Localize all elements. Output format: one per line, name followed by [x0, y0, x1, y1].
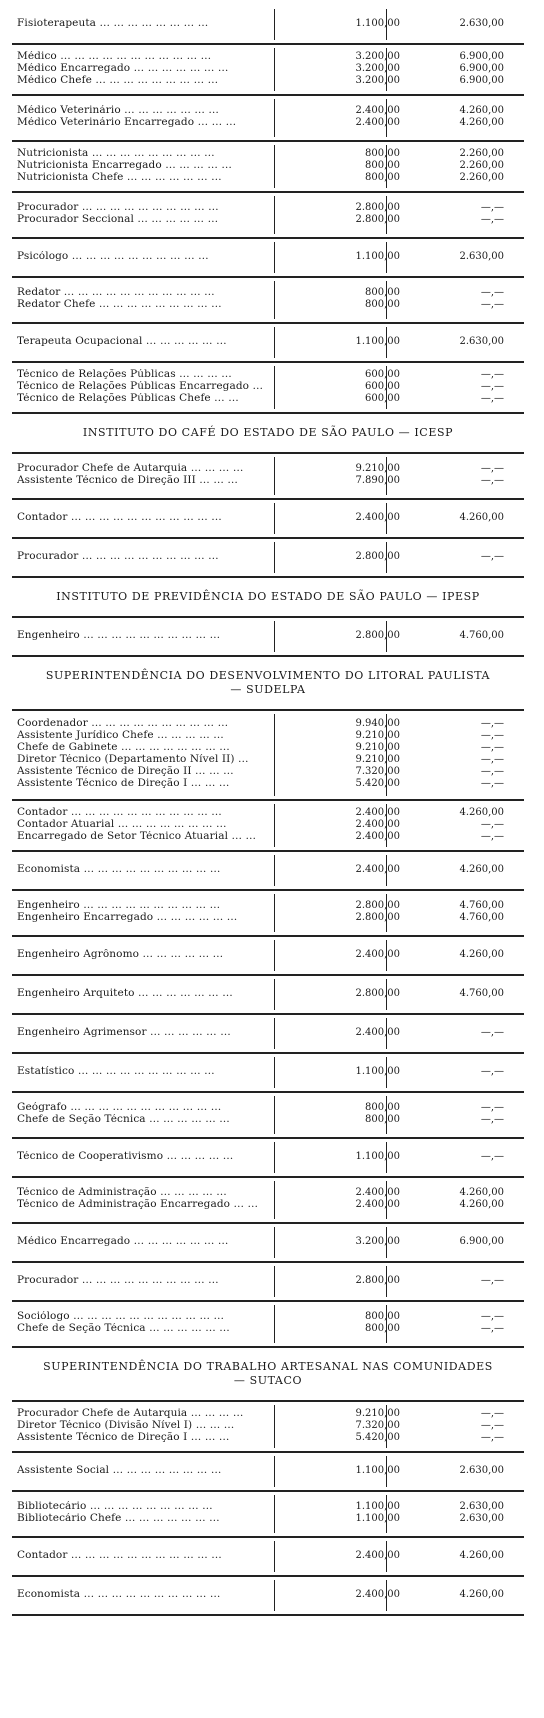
- section-title: INSTITUTO DO CAFÉ DO ESTADO DE SÃO PAULO — ICESP: [82, 426, 454, 439]
- salary-value-2: 6.900,00: [459, 1236, 504, 1247]
- salary-value-2: —,—: [480, 1102, 504, 1113]
- salary-value-2: —,—: [480, 1323, 504, 1334]
- salary-value-2: 4.260,00: [459, 117, 504, 128]
- position-label: Médico Encarregado … … … … … … …: [17, 63, 229, 74]
- salary-value: 2.800,00: [355, 1275, 400, 1286]
- salary-value-2: —,—: [480, 819, 504, 830]
- position-label: Assistente Técnico de Direção I … … …: [17, 778, 230, 789]
- salary-value: 2.400,00: [355, 105, 400, 116]
- salary-value-2: 4.760,00: [459, 988, 504, 999]
- salary-value: 600,00: [365, 393, 400, 404]
- position-label: Assistente Técnico de Direção I … … …: [17, 1432, 230, 1443]
- salary-value: 2.400,00: [355, 949, 400, 960]
- position-label: Contador … … … … … … … … … … …: [17, 1550, 222, 1561]
- salary-value-2: 2.260,00: [459, 160, 504, 171]
- position-label: Técnico de Relações Públicas Chefe … …: [17, 393, 239, 404]
- salary-value: 3.200,00: [355, 1236, 400, 1247]
- salary-value-2: —,—: [480, 778, 504, 789]
- salary-value: 9.210,00: [355, 1408, 400, 1419]
- horizontal-rule: [12, 1490, 524, 1492]
- position-label: Procurador Chefe de Autarquia … … … …: [17, 1408, 244, 1419]
- section-title: — SUTACO: [233, 1374, 303, 1387]
- salary-value-2: 2.260,00: [459, 148, 504, 159]
- position-label: Procurador … … … … … … … … … …: [17, 202, 219, 213]
- salary-value: 9.210,00: [355, 730, 400, 741]
- position-label: Contador … … … … … … … … … … …: [17, 512, 222, 523]
- salary-value: 2.400,00: [355, 1199, 400, 1210]
- position-label: Geógrafo … … … … … … … … … … …: [17, 1102, 222, 1113]
- salary-value-2: —,—: [480, 551, 504, 562]
- position-label: Coordenador … … … … … … … … … …: [17, 718, 229, 729]
- salary-value-2: —,—: [480, 831, 504, 842]
- salary-value: 2.800,00: [355, 214, 400, 225]
- salary-value: 2.800,00: [355, 630, 400, 641]
- position-label: Técnico de Administração … … … … …: [17, 1187, 227, 1198]
- salary-value-2: —,—: [480, 730, 504, 741]
- horizontal-rule: [12, 452, 524, 454]
- salary-value-2: —,—: [480, 202, 504, 213]
- salary-value-2: —,—: [480, 299, 504, 310]
- position-label: Chefe de Gabinete … … … … … … … …: [17, 742, 230, 753]
- salary-value-2: 2.630,00: [459, 336, 504, 347]
- position-label: Técnico de Relações Públicas Encarregado …: [17, 381, 264, 392]
- horizontal-rule: [12, 322, 524, 324]
- horizontal-rule: [12, 1536, 524, 1538]
- salary-value: 2.400,00: [355, 1589, 400, 1600]
- position-label: Técnico de Administração Encarregado … …: [17, 1199, 259, 1210]
- salary-value-2: —,—: [480, 1311, 504, 1322]
- salary-value: 9.940,00: [355, 718, 400, 729]
- position-label: Redator … … … … … … … … … … …: [17, 287, 215, 298]
- salary-value-2: 4.760,00: [459, 630, 504, 641]
- salary-value-2: —,—: [480, 718, 504, 729]
- horizontal-rule: [12, 709, 524, 711]
- position-label: Engenheiro Encarregado … … … … … …: [17, 912, 238, 923]
- salary-value: 2.400,00: [355, 117, 400, 128]
- section-title: — SUDELPA: [230, 683, 306, 696]
- salary-value: 2.400,00: [355, 807, 400, 818]
- salary-value: 800,00: [365, 148, 400, 159]
- position-label: Técnico de Cooperativismo … … … … …: [17, 1151, 234, 1162]
- salary-value: 3.200,00: [355, 51, 400, 62]
- salary-value-2: 4.260,00: [459, 864, 504, 875]
- position-label: Nutricionista … … … … … … … … …: [17, 148, 215, 159]
- horizontal-rule: [12, 1137, 524, 1139]
- horizontal-rule: [12, 1614, 524, 1616]
- position-label: Terapeuta Ocupacional … … … … … …: [17, 336, 227, 347]
- horizontal-rule: [12, 1346, 524, 1348]
- salary-value-2: —,—: [480, 287, 504, 298]
- position-label: Assistente Técnico de Direção III … … …: [17, 475, 238, 486]
- position-label: Sociólogo … … … … … … … … … … …: [17, 1311, 225, 1322]
- horizontal-rule: [12, 889, 524, 891]
- horizontal-rule: [12, 576, 524, 578]
- salary-value-2: 4.260,00: [459, 512, 504, 523]
- salary-value-2: —,—: [480, 742, 504, 753]
- salary-value-2: —,—: [480, 1408, 504, 1419]
- horizontal-rule: [12, 140, 524, 142]
- salary-value: 9.210,00: [355, 742, 400, 753]
- position-label: Encarregado de Setor Técnico Atuarial … …: [17, 831, 257, 842]
- horizontal-rule: [12, 412, 524, 414]
- horizontal-rule: [12, 191, 524, 193]
- position-label: Procurador Chefe de Autarquia … … … …: [17, 463, 244, 474]
- position-label: Economista … … … … … … … … … …: [17, 1589, 221, 1600]
- position-label: Assistente Técnico de Direção II … … …: [17, 766, 234, 777]
- salary-value: 1.100,00: [355, 18, 400, 29]
- horizontal-rule: [12, 43, 524, 45]
- position-label: Procurador … … … … … … … … … …: [17, 551, 219, 562]
- salary-value: 5.420,00: [355, 1432, 400, 1443]
- salary-value: 9.210,00: [355, 463, 400, 474]
- horizontal-rule: [12, 1300, 524, 1302]
- position-label: Técnico de Relações Públicas … … … …: [17, 369, 232, 380]
- position-label: Médico Chefe … … … … … … … … …: [17, 75, 219, 86]
- salary-value: 2.400,00: [355, 819, 400, 830]
- salary-value-2: —,—: [480, 1432, 504, 1443]
- salary-value-2: 2.630,00: [459, 251, 504, 262]
- salary-value: 2.400,00: [355, 864, 400, 875]
- salary-value-2: —,—: [480, 214, 504, 225]
- position-label: Médico Veterinário Encarregado … … …: [17, 117, 237, 128]
- horizontal-rule: [12, 498, 524, 500]
- position-label: Diretor Técnico (Departamento Nível II) …: [17, 754, 249, 765]
- horizontal-rule: [12, 537, 524, 539]
- position-label: Procurador … … … … … … … … … …: [17, 1275, 219, 1286]
- salary-value: 2.400,00: [355, 831, 400, 842]
- salary-value-2: —,—: [480, 754, 504, 765]
- salary-value: 800,00: [365, 1311, 400, 1322]
- horizontal-rule: [12, 361, 524, 363]
- position-label: Bibliotecário Chefe … … … … … … …: [17, 1513, 220, 1524]
- salary-value-2: 6.900,00: [459, 75, 504, 86]
- salary-value-2: 4.260,00: [459, 105, 504, 116]
- salary-value: 1.100,00: [355, 1151, 400, 1162]
- horizontal-rule: [12, 850, 524, 852]
- salary-value-2: 4.260,00: [459, 1550, 504, 1561]
- horizontal-rule: [12, 1451, 524, 1453]
- salary-value: 2.800,00: [355, 551, 400, 562]
- salary-value: 3.200,00: [355, 75, 400, 86]
- position-label: Redator Chefe … … … … … … … … …: [17, 299, 222, 310]
- position-label: Assistente Jurídico Chefe … … … … …: [17, 730, 224, 741]
- horizontal-rule: [12, 974, 524, 976]
- salary-value-2: —,—: [480, 1420, 504, 1431]
- salary-value-2: —,—: [480, 1027, 504, 1038]
- position-label: Médico Veterinário … … … … … … …: [17, 105, 220, 116]
- salary-value-2: 2.630,00: [459, 1501, 504, 1512]
- salary-value-2: —,—: [480, 1066, 504, 1077]
- salary-value: 800,00: [365, 1114, 400, 1125]
- salary-value: 800,00: [365, 160, 400, 171]
- salary-value-2: 2.260,00: [459, 172, 504, 183]
- horizontal-rule: [12, 1176, 524, 1178]
- salary-value: 2.400,00: [355, 1027, 400, 1038]
- position-label: Psicólogo … … … … … … … … … …: [17, 251, 209, 262]
- salary-value: 7.890,00: [355, 475, 400, 486]
- position-label: Engenheiro Agrônomo … … … … … …: [17, 949, 224, 960]
- salary-value-2: —,—: [480, 369, 504, 380]
- position-label: Engenheiro … … … … … … … … … …: [17, 900, 221, 911]
- salary-value: 1.100,00: [355, 251, 400, 262]
- salary-value: 1.100,00: [355, 336, 400, 347]
- horizontal-rule: [12, 655, 524, 657]
- section-title: INSTITUTO DE PREVIDÊNCIA DO ESTADO DE SÃO PAULO — IPESP: [56, 590, 480, 603]
- horizontal-rule: [12, 799, 524, 801]
- salary-value-2: 2.630,00: [459, 1465, 504, 1476]
- position-label: Diretor Técnico (Divisão Nível I) … … …: [17, 1420, 235, 1431]
- salary-value-2: —,—: [480, 766, 504, 777]
- salary-value: 2.800,00: [355, 912, 400, 923]
- salary-value-2: 4.260,00: [459, 1199, 504, 1210]
- position-label: Nutricionista Encarregado … … … … …: [17, 160, 232, 171]
- position-label: Bibliotecário … … … … … … … … …: [17, 1501, 213, 1512]
- position-label: Médico … … … … … … … … … … …: [17, 51, 212, 62]
- salary-value-2: —,—: [480, 1114, 504, 1125]
- salary-value: 9.210,00: [355, 754, 400, 765]
- salary-value-2: 6.900,00: [459, 63, 504, 74]
- position-label: Engenheiro Agrimensor … … … … … …: [17, 1027, 231, 1038]
- salary-value-2: —,—: [480, 463, 504, 474]
- salary-value: 800,00: [365, 1323, 400, 1334]
- salary-value: 800,00: [365, 1102, 400, 1113]
- salary-value-2: 4.260,00: [459, 1187, 504, 1198]
- salary-value-2: 6.900,00: [459, 51, 504, 62]
- salary-value-2: 4.760,00: [459, 912, 504, 923]
- salary-value: 3.200,00: [355, 63, 400, 74]
- salary-value: 7.320,00: [355, 1420, 400, 1431]
- salary-value: 5.420,00: [355, 778, 400, 789]
- salary-value: 1.100,00: [355, 1513, 400, 1524]
- position-label: Economista … … … … … … … … … …: [17, 864, 221, 875]
- section-title: SUPERINTENDÊNCIA DO TRABALHO ARTESANAL NAS COMUNIDADES: [43, 1360, 493, 1373]
- section-title: SUPERINTENDÊNCIA DO DESENVOLVIMENTO DO LITORAL PAULISTA: [45, 669, 491, 682]
- horizontal-rule: [12, 1400, 524, 1402]
- horizontal-rule: [12, 616, 524, 618]
- salary-value: 2.800,00: [355, 900, 400, 911]
- horizontal-rule: [12, 1575, 524, 1577]
- position-label: Contador … … … … … … … … … … …: [17, 807, 222, 818]
- position-label: Nutricionista Chefe … … … … … … …: [17, 172, 222, 183]
- salary-value: 1.100,00: [355, 1066, 400, 1077]
- salary-value: 2.400,00: [355, 512, 400, 523]
- salary-value: 7.320,00: [355, 766, 400, 777]
- position-label: Médico Encarregado … … … … … … …: [17, 1236, 229, 1247]
- salary-value-2: 4.260,00: [459, 807, 504, 818]
- horizontal-rule: [12, 935, 524, 937]
- position-label: Chefe de Seção Técnica … … … … … …: [17, 1323, 230, 1334]
- salary-value-2: 4.760,00: [459, 900, 504, 911]
- salary-value-2: —,—: [480, 1151, 504, 1162]
- position-label: Procurador Seccional … … … … … …: [17, 214, 219, 225]
- horizontal-rule: [12, 1052, 524, 1054]
- salary-value: 800,00: [365, 299, 400, 310]
- salary-value: 800,00: [365, 287, 400, 298]
- salary-value: 600,00: [365, 369, 400, 380]
- salary-value: 1.100,00: [355, 1501, 400, 1512]
- position-label: Contador Atuarial … … … … … … … …: [17, 819, 227, 830]
- salary-value: 2.800,00: [355, 202, 400, 213]
- salary-value-2: 2.630,00: [459, 1513, 504, 1524]
- horizontal-rule: [12, 1261, 524, 1263]
- salary-value: 800,00: [365, 172, 400, 183]
- horizontal-rule: [12, 94, 524, 96]
- salary-value-2: 4.260,00: [459, 949, 504, 960]
- salary-value: 1.100,00: [355, 1465, 400, 1476]
- horizontal-rule: [12, 237, 524, 239]
- salary-value-2: —,—: [480, 1275, 504, 1286]
- position-label: Chefe de Seção Técnica … … … … … …: [17, 1114, 230, 1125]
- position-label: Engenheiro … … … … … … … … … …: [17, 630, 221, 641]
- horizontal-rule: [12, 1013, 524, 1015]
- salary-value: 2.400,00: [355, 1550, 400, 1561]
- salary-value-2: —,—: [480, 381, 504, 392]
- salary-value: 600,00: [365, 381, 400, 392]
- salary-value: 2.800,00: [355, 988, 400, 999]
- salary-value-2: —,—: [480, 475, 504, 486]
- salary-value-2: —,—: [480, 393, 504, 404]
- horizontal-rule: [12, 1222, 524, 1224]
- position-label: Engenheiro Arquiteto … … … … … … …: [17, 988, 233, 999]
- horizontal-rule: [12, 1091, 524, 1093]
- salary-value-2: 4.260,00: [459, 1589, 504, 1600]
- horizontal-rule: [12, 276, 524, 278]
- position-label: Assistente Social … … … … … … … …: [17, 1465, 222, 1476]
- position-label: Fisioterapeuta … … … … … … … …: [17, 18, 209, 29]
- salary-value: 2.400,00: [355, 1187, 400, 1198]
- salary-value-2: 2.630,00: [459, 18, 504, 29]
- position-label: Estatístico … … … … … … … … … …: [17, 1066, 215, 1077]
